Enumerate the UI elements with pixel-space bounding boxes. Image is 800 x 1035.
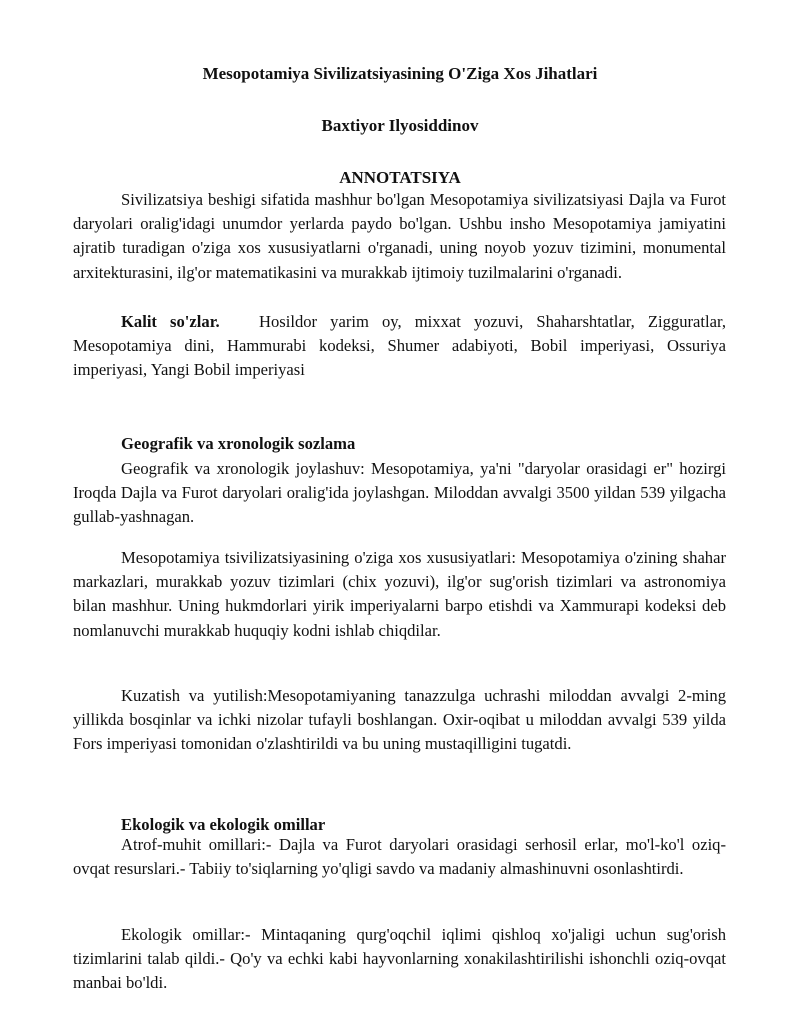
paragraph-ecological-factors: Ekologik omillar:- Mintaqaning qurg'oqchil iqlimi qishloq xo'jaligi uchun sug'orish tizimlarini talab qildi.- Qo'y va echki kabi hayvonlarning xonakilashtirilishi ishonchli oziq-ovqat manbai bo'ldi. [73,925,726,993]
paper-title: Mesopotamiya Sivilizatsiyasining O'Ziga Xos Jihatlari [202,64,598,83]
section-heading-ecology: Ekologik va ekologik omillar [121,815,326,834]
keywords-label: Kalit so'zlar. [121,312,220,331]
keywords-paragraph [73,310,726,383]
section-heading-geography: Geografik va xronologik sozlama [121,434,356,453]
paragraph-geography-location: Geografik va xronologik joylashuv: Mesopotamiya, ya'ni "daryolar orasidagi er" hozirgi Iroqda Dajla va Furot daryolari oralig'ida joylashgan. Miloddan avvalgi 3500 yildan 539 yilgacha gullab-yashnagan. [73,459,726,527]
paragraph-environment-factors: Atrof-muhit omillari:- Dajla va Furot daryolari orasidagi serhosil erlar, mo'l-ko'l oziq-ovqat resurslari.- Tabiiy to'siqlarning yo'qligi savdo va madaniy almashinuvni osonlashtirdi. [73,835,726,879]
abstract-text: Sivilizatsiya beshigi sifatida mashhur bo'lgan Mesopotamiya sivilizatsiyasi Dajla va Furot daryolari oralig'idagi unumdor yerlarda paydo bo'lgan. Ushbu insho Mesopotamiya jamiyatini ajratib turadigan o'ziga xos xususiyatlarni o'rganadi, uning noyob yozuv tizimini, monumental arxitekturasini, ilg'or matematikasini va murakkab ijtimoiy tuzilmalarini o'rganadi. [73,190,726,282]
paragraph-civilization-features: Mesopotamiya tsivilizatsiyasining o'ziga xos xususiyatlari: Mesopotamiya o'zining shahar markazlari, murakkab yozuv tizimlari (chix yozuvi), ilg'or sug'orish tizimlari va astronomiya bilan mashhur. Uning hukmdorlari yirik imperiyalarni barpo etishdi va Xammurapi kodeksi deb nomlanuvchi murakkab huquqiy kodni ishlab chiqdilar. [73,548,726,640]
author-name: Baxtiyor Ilyosiddinov [321,116,479,135]
keywords-text: Hosildor yarim oy, mixxat yozuvi, Shaharshtatlar, Zigguratlar, Mesopotamiya dini, Hammurabi kodeksi, Shumer adabiyoti, Bobil imperiyasi, Ossuriya imperiyasi, Yangi Bobil imperiyasi [73,312,726,380]
abstract-heading: ANNOTATSIYA [339,168,461,187]
paragraph-decline: Kuzatish va yutilish:Mesopotamiyaning tanazzulga uchrashi miloddan avvalgi 2-ming yillikda bosqinlar va ichki nizolar tufayli boshlangan. Oxir-oqibat u miloddan avvalgi 539 yilda Fors imperiyasi tomonidan o'zlashtirildi va bu uning mustaqilligini tugatdi. [73,686,726,754]
